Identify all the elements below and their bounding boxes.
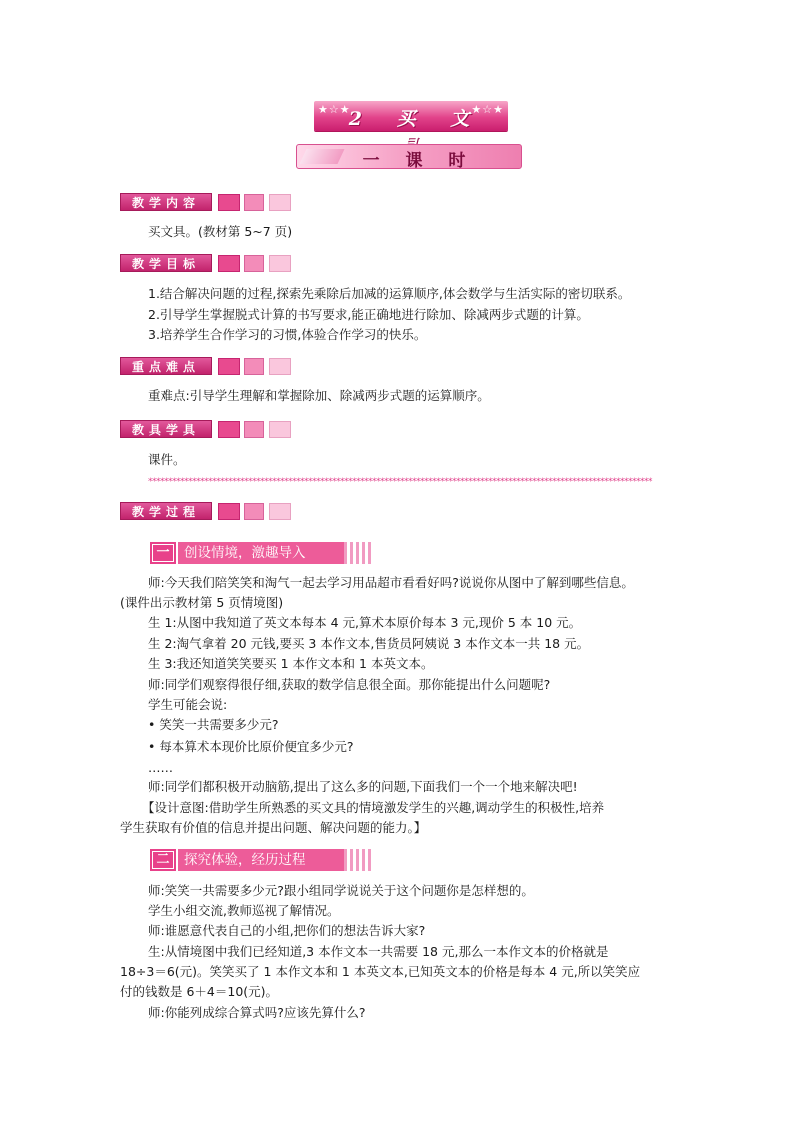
lesson-title: 2 买 文 [348, 108, 484, 130]
part-number: 二 [150, 849, 176, 871]
lesson-title-banner [314, 101, 508, 131]
paragraph-line: 师:今天我们陪笑笑和淘气一起去学习用品超市看看好吗?说说你从图中了解到哪些信息。 [148, 575, 634, 590]
paragraph-line: 师:笑笑一共需要多少元?跟小组同学说说关于这个问题你是怎样想的。 [148, 883, 534, 898]
goal-item-3: 3.培养学生合作学习的习惯,体验合作学习的快乐。 [148, 327, 427, 342]
star-divider: ****************************************************************************************************************************** [148, 477, 652, 487]
paragraph-line: 学生可能会说: [148, 697, 228, 712]
part-header-2 [150, 849, 372, 871]
paragraph-line: 师:你能列成综合算式吗?应该先算什么? [148, 1005, 366, 1020]
lesson-period-banner [296, 144, 522, 169]
stars-decoration-right: ★☆★ [471, 103, 504, 116]
part-title: 探究体验，经历过程 [178, 849, 344, 871]
paragraph-line: (课件出示教材第 5 页情境图) [120, 595, 284, 610]
stars-decoration-left: ★☆★ [318, 103, 351, 116]
paragraph-line: 学生小组交流,教师巡视了解情况。 [148, 903, 340, 918]
paragraph-line: 生 3:我还知道笑笑要买 1 本作文本和 1 本英文本。 [148, 656, 434, 671]
lesson-period: 一 课 时 [362, 151, 476, 171]
tools-text: 课件。 [148, 452, 186, 467]
content-text: 买文具。(教材第 5~7 页) [148, 224, 293, 239]
paragraph-line: 生:从情境图中我们已经知道,3 本作文本一共需要 18 元,那么一本作文本的价格就是 [148, 944, 609, 959]
paragraph-line: 师:谁愿意代表自己的小组,把你们的想法告诉大家? [148, 923, 426, 938]
bullet-item: • 每本算术本现价比原价便宜多少元? [148, 739, 354, 754]
paragraph-line: 18÷3＝6(元)。笑笑买了 1 本作文本和 1 本英文本,已知英文本的价格是每本 4 元,所以笑笑应 [120, 964, 641, 979]
stripe-decoration [344, 849, 372, 871]
design-intent: 【设计意图:借助学生所熟悉的买文具的情境激发学生的兴趣,调动学生的积极性,培养 [142, 800, 605, 815]
stripe-decoration [344, 542, 372, 564]
document-page: ★☆★ 2 买 文 ★☆★ 一 课 时 教学内容 买文具。(教材第 5~7 页) 教学目标 1.结合解决问题的过程,探索先乘除后加减的运算顺序,体会数学与生活实际的密切联系。 2.引导学生掌握脱式计算的书写要求,能正确地进行除加、除减两步式题的计算。 3.培养学生合作学习的习惯,体验合作学习的快乐。 重点难点 重难点:引导学生理解和掌握除加、除减两步式题的运算顺序。 教具学具 课件。 ****************************************************************************************************************************** 教学过程 一 创设情境，激趣导入 师:今天我们陪笑笑和淘气一起去学习用品超市看看好吗?说说你从图中了解到哪些信息。 (课件出示教材第 5 页情境图) 生 1:从图中我知道了英文本每本 4 元,算术本原价每本 3 元,现价 5 本 10 元。 生 2:淘气拿着 20 元钱,要买 3 本作文本,售货员阿姨说 3 本作文本一共 18 元。 生 3:我还知道笑笑要买 1 本作文本和 1 本英文本。 师:同学们观察得很仔细,获取的数学信息很全面。那你能提出什么问题呢? 学生可能会说: • 笑笑一共需要多少元? • 每本算术本现价比原价便宜多少元? …… 师:同学们都积极开动脑筋,提出了这么多的问题,下面我们一个一个地来解决吧! 【设计意图:借助学生所熟悉的买文具的情境激发学生的兴趣,调动学生的积极性,培养 学生获取有价值的信息并提出问题、解决问题的能力。】 二 探究体验，经历过程 师:笑笑一共需要多少元?跟小组同学说说关于这个问题你是怎样想的。 学生小组交流,教师巡视了解情况。 师:谁愿意代表自己的小组,把你们的想法告诉大家? 生:从情境图中我们已经知道,3 本作文本一共需要 18 元,那么一本作文本的价格就是 18÷3＝6(元)。笑笑买了 1 本作文本和 1 本英文本,已知英文本的价格是每本 4 元,所以笑笑应 付的钱数是 6＋4＝10(元)。 师:你能列成综合算式吗?应该先算什么? [0, 0, 794, 1123]
goal-item-2: 2.引导学生掌握脱式计算的书写要求,能正确地进行除加、除减两步式题的计算。 [148, 307, 589, 322]
paragraph-line: 师:同学们观察得很仔细,获取的数学信息很全面。那你能提出什么问题呢? [148, 677, 551, 692]
design-intent: 学生获取有价值的信息并提出问题、解决问题的能力。】 [120, 820, 427, 835]
paragraph-line: 生 2:淘气拿着 20 元钱,要买 3 本作文本,售货员阿姨说 3 本作文本一共 18 元。 [148, 636, 590, 651]
part-title: 创设情境，激趣导入 [178, 542, 344, 564]
part-number: 一 [150, 542, 176, 564]
goal-item-1: 1.结合解决问题的过程,探索先乘除后加减的运算顺序,体会数学与生活实际的密切联系。 [148, 286, 631, 301]
paragraph-line: …… [148, 760, 173, 775]
key-points-text: 重难点:引导学生理解和掌握除加、除减两步式题的运算顺序。 [148, 388, 490, 403]
bullet-item: • 笑笑一共需要多少元? [148, 717, 279, 732]
paragraph-line: 付的钱数是 6＋4＝10(元)。 [120, 984, 279, 999]
paragraph-line: 师:同学们都积极开动脑筋,提出了这么多的问题,下面我们一个一个地来解决吧! [148, 779, 578, 794]
part-header-1 [150, 542, 372, 564]
paragraph-line: 生 1:从图中我知道了英文本每本 4 元,算术本原价每本 3 元,现价 5 本 10 元。 [148, 615, 582, 630]
